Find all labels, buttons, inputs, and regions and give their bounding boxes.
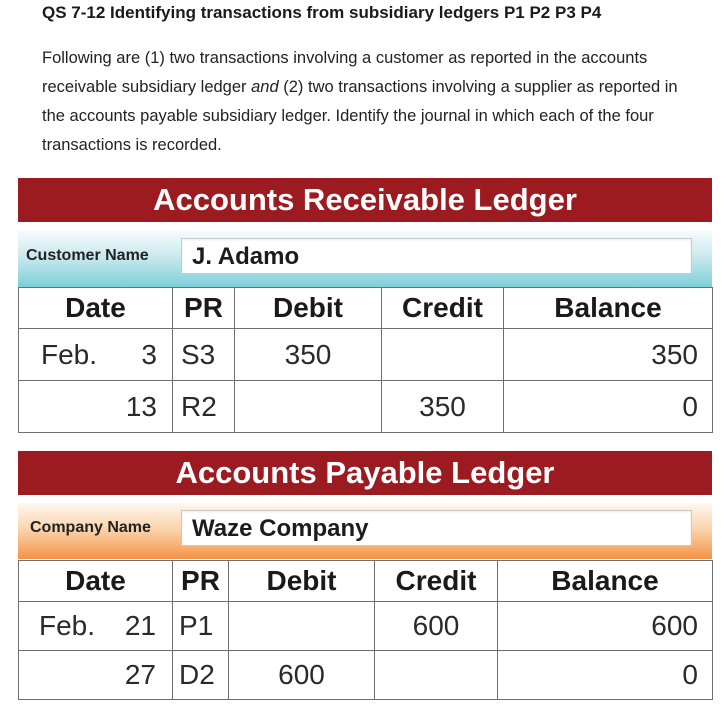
- credit-cell: 600: [375, 602, 498, 651]
- date-cell: [19, 602, 173, 651]
- table-row: [19, 602, 713, 651]
- table-header-row: [19, 561, 713, 602]
- ap-ledger-title: Accounts Payable Ledger: [18, 451, 712, 495]
- balance-cell: 600: [498, 602, 713, 651]
- customer-name-field: [181, 238, 692, 274]
- date-cell: [19, 329, 173, 381]
- company-name-value: Waze Company: [192, 515, 369, 542]
- table-row: [19, 651, 713, 700]
- intro-text-1: Following are (1) two transactions involving a customer as reported in the accounts receivable subsidiary ledger: [42, 49, 648, 96]
- debit-cell: 350: [235, 329, 382, 381]
- pr-cell: D2: [173, 651, 229, 700]
- table-row: [19, 381, 713, 433]
- pr-cell: P1: [173, 602, 229, 651]
- debit-cell: 600: [229, 651, 375, 700]
- column-header-balance: Balance: [504, 288, 713, 329]
- pr-cell: S3: [173, 329, 235, 381]
- date-day: 27: [124, 659, 156, 690]
- customer-name-label: Customer Name: [26, 247, 149, 264]
- date-cell: [19, 381, 173, 433]
- pr-cell: R2: [173, 381, 235, 433]
- company-name-label: Company Name: [30, 519, 151, 536]
- date-day: 3: [141, 338, 157, 370]
- table-row: [19, 329, 713, 381]
- ar-ledger-title: Accounts Receivable Ledger: [18, 178, 712, 222]
- question-heading: QS 7-12 Identifying transactions from subsidiary ledgers P1 P2 P3 P4: [42, 3, 602, 22]
- debit-cell: [235, 381, 382, 433]
- credit-cell: [382, 329, 504, 381]
- column-header-pr: PR: [173, 288, 235, 329]
- column-header-date: Date: [19, 288, 173, 329]
- credit-cell: [375, 651, 498, 700]
- intro-paragraph: [42, 44, 682, 160]
- ap-company-bar: [18, 503, 712, 559]
- column-header-debit: Debit: [229, 561, 375, 602]
- balance-cell: 350: [504, 329, 713, 381]
- date-day: 13: [125, 390, 157, 422]
- balance-cell: 0: [498, 651, 713, 700]
- table-header-row: [19, 288, 713, 329]
- date-day: 21: [124, 610, 156, 641]
- company-name-field: [181, 510, 692, 546]
- customer-name-value: J. Adamo: [192, 243, 300, 270]
- column-header-pr: PR: [173, 561, 229, 602]
- debit-cell: [229, 602, 375, 651]
- column-header-credit: Credit: [382, 288, 504, 329]
- column-header-balance: Balance: [498, 561, 713, 602]
- balance-cell: 0: [504, 381, 713, 433]
- date-month: Feb.: [39, 610, 96, 641]
- column-header-debit: Debit: [235, 288, 382, 329]
- ar-ledger-table: [18, 287, 713, 433]
- column-header-credit: Credit: [375, 561, 498, 602]
- credit-cell: 350: [382, 381, 504, 433]
- date-cell: [19, 651, 173, 700]
- ar-customer-bar: [18, 231, 712, 287]
- intro-emphasis: and: [251, 78, 279, 96]
- ap-ledger-table: [18, 560, 713, 700]
- intro-text-2: (2) two transactions involving a supplier as reported in the accounts payable subsidiary ledger. Identify the journal in which each of the four transactions is recorded.: [42, 78, 678, 154]
- column-header-date: Date: [19, 561, 173, 602]
- date-month: Feb.: [41, 338, 98, 370]
